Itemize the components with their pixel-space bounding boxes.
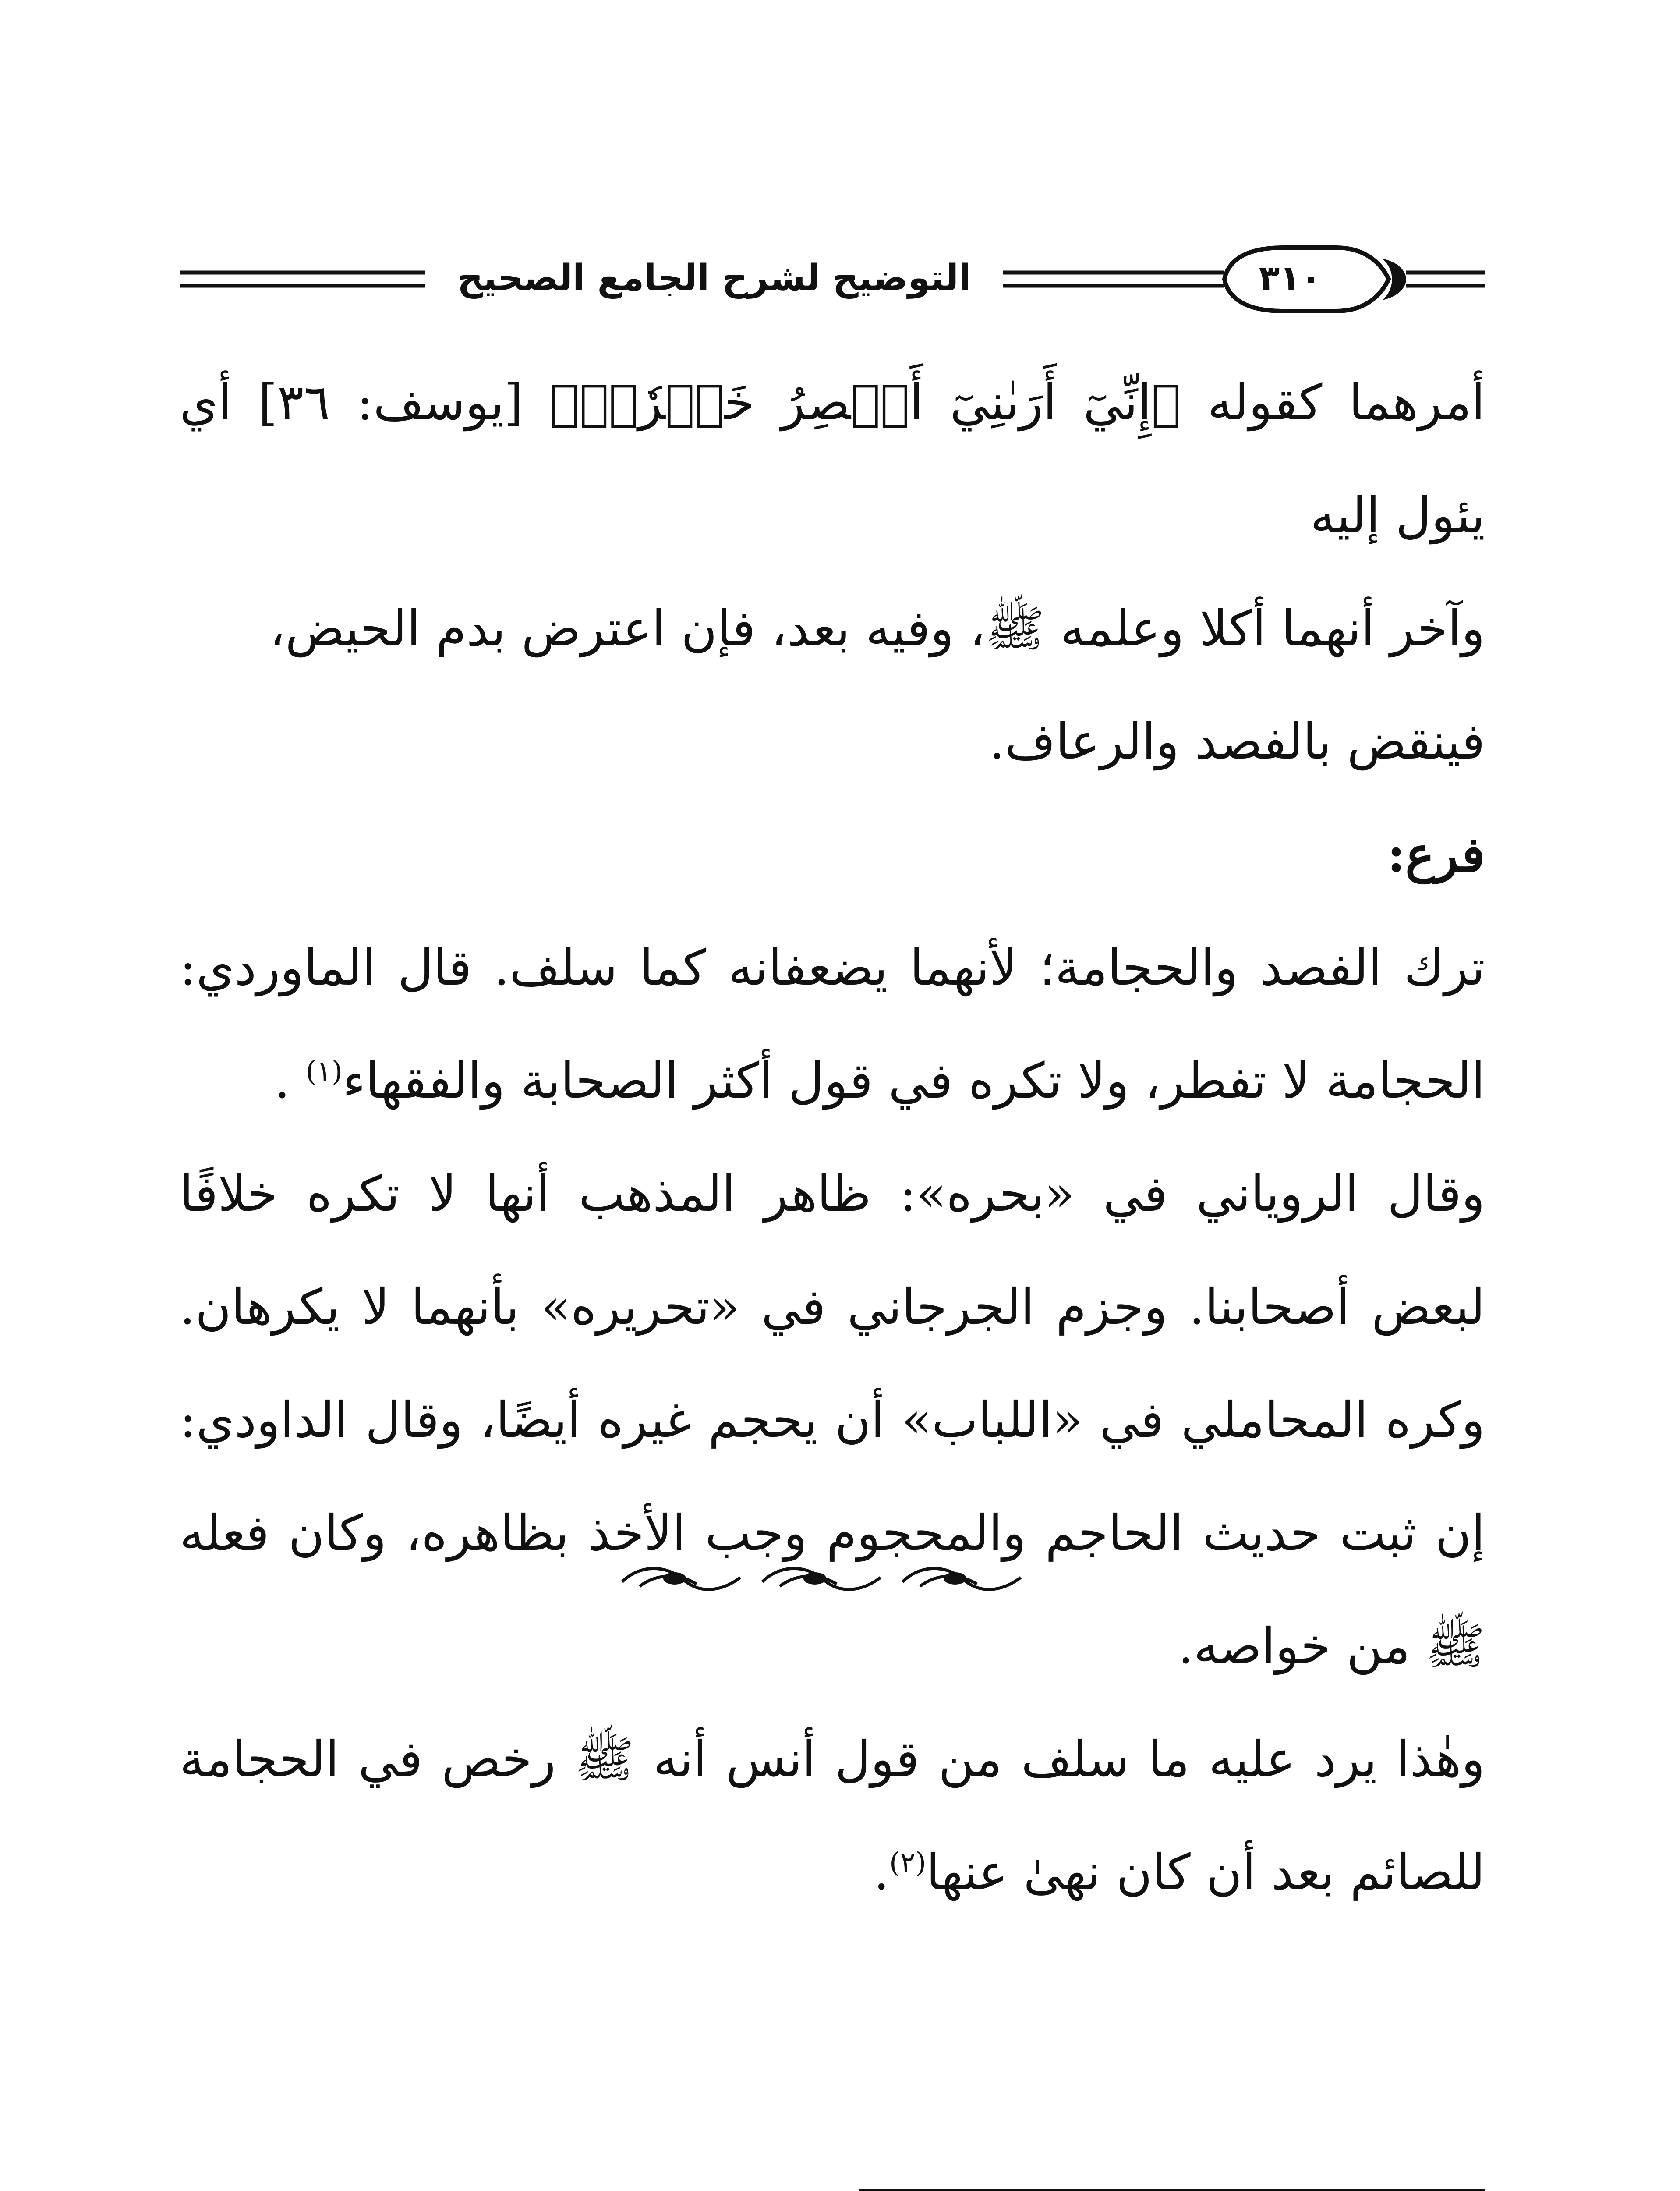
paragraph-text: ترك الفصد والحجامة؛ لأنهما يضعفانه كما سلف. قال الماوردي: الحجامة لا تفطر، ولا تكره في قول أكثر الصحابة والفقهاء [180,940,1485,1110]
section-subheading: فرع: [1387,826,1485,883]
paragraph [180,1703,1485,1929]
book-title: التوضيح لشرح الجامع الصحيح [451,250,977,307]
section-end-ornament [613,1560,1034,1599]
paragraph-end: . [874,1844,889,1901]
running-header [180,232,1485,337]
paragraph-text: وهٰذا يرد عليه ما سلف من قول أنس أنه ﷺ رخص في الحجامة للصائم بعد أن كان نهىٰ عنها [180,1731,1485,1901]
paragraph: وقال الروياني في «بحره»: ظاهر المذهب أنها لا تكره خلافًا لبعض أصحابنا. وجزم الجرجاني في «تحريره» بأنهما لا يكرهان. وكره المحاملي في «اللباب» أن يحجم غيره أيضًا، وقال الداودي: إن ثبت حديث الحاجم والمحجوم وجب الأخذ بظاهره، وكان فعله ﷺ من خواصه. [180,1166,1485,1675]
footnote-separator [859,2189,1485,2191]
paragraph-line: أمرهما كقوله ﴿إِنِّيٓ أَرَىٰنِيٓ أَعۡصِرُ خَمۡرٗاۖ﴾ [يوسف: ٣٦] أي يئول إليه [180,374,1485,544]
page-number: ٣١٠ [1259,259,1322,298]
main-text [180,346,1485,1929]
paragraph-line: وآخر أنهما أكلا وعلمه ﷺ، وفيه بعد، فإن اعترض بدم الحيض، [269,600,1485,657]
paragraph-line: فينقض بالفصد والرعاف. [989,713,1485,770]
paragraph-end: . [274,1053,306,1110]
footnote-ref-1[interactable]: (١) [305,1055,343,1088]
paragraph [180,911,1485,1138]
footnote-ref-2[interactable]: (٢) [889,1847,927,1879]
